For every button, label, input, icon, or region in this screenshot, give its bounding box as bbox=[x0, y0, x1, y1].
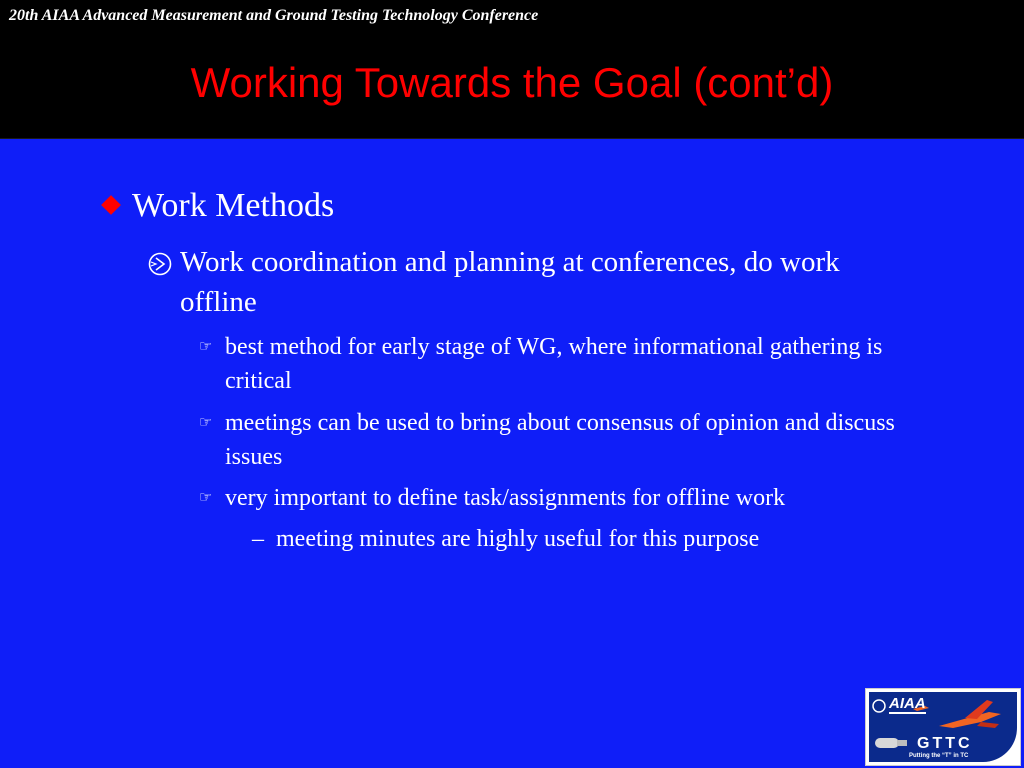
chevron-circle-icon bbox=[148, 252, 172, 276]
gttc-logo-text: GTTC bbox=[917, 735, 973, 752]
logo-panel bbox=[869, 692, 1017, 762]
aiaa-logo-text: AIAA bbox=[889, 695, 926, 712]
pointing-hand-icon: ☞ bbox=[199, 337, 213, 355]
slide-body bbox=[0, 138, 1024, 768]
pointing-hand-icon: ☞ bbox=[199, 488, 213, 506]
dash-bullet: – bbox=[252, 526, 264, 552]
bullet-level2-text: Work coordination and planning at conferences, do work offline bbox=[180, 246, 840, 318]
bullet-level1 bbox=[98, 186, 334, 226]
bullet-level3 bbox=[199, 481, 939, 515]
bullet-level3-text: meetings can be used to bring about consensus of opinion and discuss issues bbox=[225, 410, 895, 470]
aiaa-gttc-logo bbox=[865, 688, 1021, 766]
conference-name: 20th AIAA Advanced Measurement and Ground Testing Technology Conference bbox=[9, 7, 539, 24]
slide-header bbox=[0, 0, 1024, 139]
bullet-level4-text: meeting minutes are highly useful for this purpose bbox=[276, 526, 760, 552]
red-diamond-icon bbox=[101, 195, 121, 215]
logo-tagline: Putting the “T” in TC bbox=[909, 753, 969, 759]
bullet-level1-text: Work Methods bbox=[132, 187, 335, 224]
pointing-hand-icon: ☞ bbox=[199, 413, 213, 431]
bullet-level2 bbox=[148, 242, 908, 322]
bullet-level3 bbox=[199, 406, 939, 474]
bullet-level4 bbox=[252, 522, 759, 556]
bullet-level3-text: very important to define task/assignments for offline work bbox=[225, 485, 786, 511]
bullet-level3 bbox=[199, 330, 939, 398]
slide-title: Working Towards the Goal (cont’d) bbox=[190, 59, 834, 106]
bullet-level3-text: best method for early stage of WG, where informational gathering is critical bbox=[225, 334, 883, 394]
